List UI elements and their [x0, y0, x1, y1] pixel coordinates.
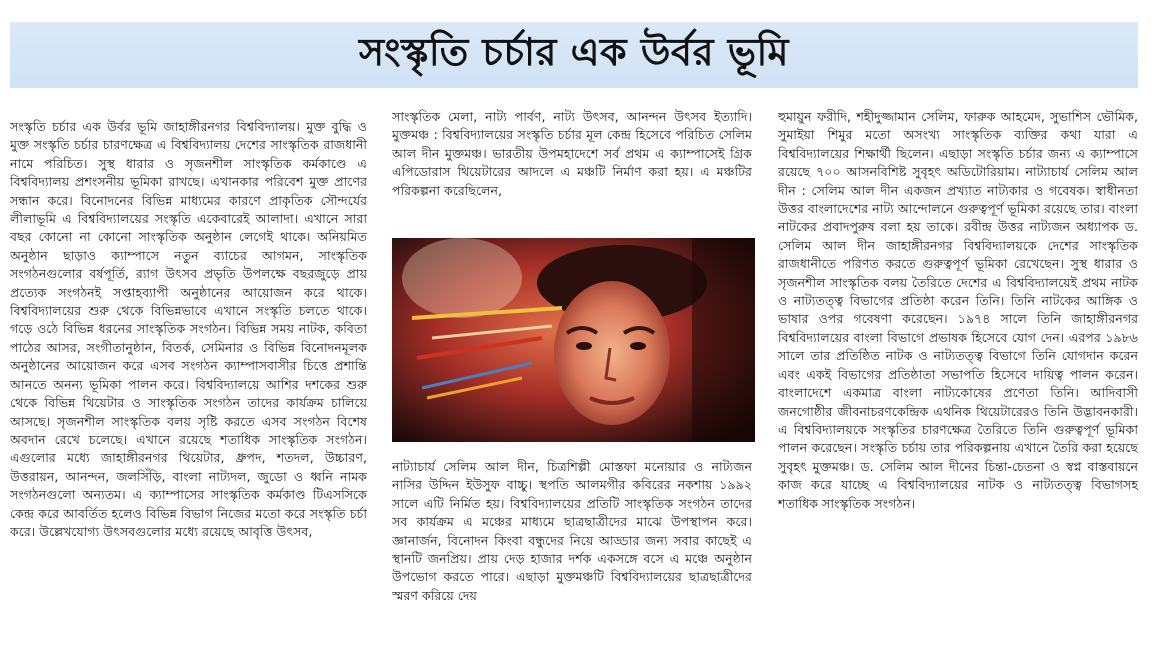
article-column-3 [778, 108, 1138, 638]
article-column-1 [10, 118, 367, 638]
column-1-text: সংস্কৃতি চর্চার এক উর্বর ভূমি জাহাঙ্গীরনগর বিশ্ববিদ্যালয়। মুক্ত বুদ্ধি ও মুক্ত সংস্কৃতি চর্চার চারণক্ষেত্র এ বিশ্ববিদ্যালয় দেশের সাংস্কৃতিক রাজধানী নামে পরিচিত। সুস্থ ধারার ও সৃজনশীল সাংস্কৃতিক কর্মকাণ্ডে এ বিশ্ববিদ্যালয় প্রশংসনীয় ভূমিকা রাখছে। এখানকার পরিবেশ মুক্ত প্রাণের সন্ধান করে। বিনোদনের বিভিন্ন মাধ্যমের কারণে প্রাকৃতিক সৌন্দর্যের লীলাভূমি এ বিশ্ববিদ্যালয়ের সংস্কৃতি একেবারেই আলাদা। এখানে সারা বছর কোনো না কোনো সাংস্কৃতিক অনুষ্ঠান লেগেই থাকে। অনিয়মিত অনুষ্ঠান ছাড়াও ক্যাম্পাসে নতুন ব্যাচের আগমন, সাংস্কৃতিক সংগঠনগুলোর বর্ষপূর্তি, র‌্যাগ উৎসব প্রভৃতি উপলক্ষে বছরজুড়ে প্রায় প্রত্যেক সংগঠনই সপ্তাহব্যাপী অনুষ্ঠানের আয়োজন করে থাকে। বিশ্ববিদ্যালয়ের শুরু থেকে বিভিন্নভাবে এখানে সংস্কৃতি চলতে থাকে। গড়ে ওঠে বিভিন্ন ধরনের সাংস্কৃতিক সংগঠন। বিভিন্ন সময় নাটক, কবিতা পাঠের আসর, সংগীতানুষ্ঠান, বিতর্ক, সেমিনার ও বিভিন্ন বিনোদনমূলক অনুষ্ঠানের আয়োজন করে এসব সংগঠন ক্যাম্পাসবাসীর চিত্তে প্রশান্তি আনতে অনন্য ভূমিকা পালন করে। বিশ্ববিদ্যালয়ে আশির দশকের শুরু থেকে বিভিন্ন থিয়েটার ও সাংস্কৃতিক সংগঠন তাদের কার্যক্রম চালিয়ে আসছে। সৃজনশীল সাংস্কৃতিক বলয় সৃষ্টি করতে এসব সংগঠন বিশেষ অবদান রেখে চলেছে। এখানে রয়েছে শতাধিক সাংস্কৃতিক সংগঠন। এগুলোর মধ্যে জাহাঙ্গীরনগর থিয়েটার, ধ্রুপদ, শতদল, উচ্চারণ, উত্তরায়ন, আনন্দন, জলসিঁড়ি, বাংলা নাট্যদল, জুডো ও ধ্বনি নামক সংগঠনগুলো অন্যতম। এ ক্যাম্পাসের সাংস্কৃতিক কর্মকাণ্ড টিএসসিকে কেন্দ্র করে আবর্তিত হলেও বিভিন্ন বিভাগ নিজের মতো করে সংস্কৃতি চর্চা করে। উল্লেখযোগ্য উৎসবগুলোর মধ্যে রয়েছে আবৃত্তি উৎসব, [10, 119, 367, 539]
column-2-top-text: সাংস্কৃতিক মেলা, নাট্য পার্বণ, নাট্য উৎসব, আনন্দন উৎসব ইত্যাদি। মুক্তমঞ্চ : বিশ্ববিদ্যালয়ের সংস্কৃতি চর্চার মূল কেন্দ্র হিসেবে পরিচিত সেলিম আল দীন মুক্তমঞ্চ। ভারতীয় উপমহাদেশে সর্ব প্রথম এ ক্যাম্পাসেই গ্রিক এপিডোরাস থিয়েটারের আদলে এ মঞ্চটি নির্মাণ করা হয়। এ মঞ্চটির পরিকল্পনা করেছিলেন, [392, 109, 752, 198]
headline-band [10, 22, 1138, 88]
article-column-2-bottom [392, 458, 752, 638]
column-3-text: হুমায়ুন ফরীদি, শহীদুজ্জামান সেলিম, ফারুক আহমেদ, সুভাশিস ভৌমিক, সুমাইয়া শিমুর মতো অসংখ্য সাংস্কৃতিক ব্যক্তির কথা যারা এ বিশ্ববিদ্যালয়ের শিক্ষার্থী ছিলেন। এছাড়া সংস্কৃতি চর্চার জন্য এ ক্যাম্পাসে রয়েছে ৭০০ আসনবিশিষ্ট সুবৃহৎ অডিটোরিয়াম। নাট্যাচার্য সেলিম আল দীন : সেলিম আল দীন একজন প্রখ্যাত নাট্যকার ও গবেষক। স্বাধীনতা উত্তর বাংলাদেশের নাট্য আন্দোলনে গুরুত্বপূর্ণ ভূমিকা রয়েছে তার। বাংলা নাটকের প্রবাদপুরুষ বলা হয় তাকে। রবীন্দ্র উত্তর নাট্যজন অধ্যাপক ড. সেলিম আল দীন জাহাঙ্গীরনগর বিশ্ববিদ্যালয়কে দেশের সাংস্কৃতিক রাজধানীতে পরিণত করতে গুরুত্বপূর্ণ ভূমিকা রেখেছেন। সুস্থ ধারার ও সৃজনশীল সাংস্কৃতিক বলয় তৈরিতে দেশের এ বিশ্ববিদ্যালয়েই প্রথম নাটক ও নাট্যতত্ত্ব বিভাগের প্রতিষ্ঠা করেন তিনি। তিনি নাটকের আঙ্গিক ও ভাষার ওপর গবেষণা করেছেন। ১৯৭৪ সালে তিনি জাহাঙ্গীরনগর বিশ্ববিদ্যালয়ের বাংলা বিভাগে প্রভাষক হিসেবে যোগ দেন। এরপর ১৯৮৬ সালে তার প্রতিষ্ঠিত নাটক ও নাট্যতত্ত্ব বিভাগে তিনি যোগদান করেন এবং একই বিভাগের প্রতিষ্ঠাতা সভাপতি হিসেবে দায়িত্ব পালন করেন। বাংলাদেশে একমাত্র বাংলা নাট্যকোষের প্রণেতা তিনি। আদিবাসী জনগোষ্ঠীর জীবনাচরণকেন্দ্রিক এথনিক থিয়েটারেরও তিনি উদ্ভাবনকারী। এ বিশ্ববিদ্যালয়কে সংস্কৃতির চারণক্ষেত্র তৈরিতে তিনি গুরুত্বপূর্ণ ভূমিকা পালন করেছেন। সংস্কৃতি চর্চায় তার পরিকল্পনায় এখানে তৈরি করা হয়েছে সুবৃহৎ মুক্তমঞ্চ। ড. সেলিম আল দীনের চিন্তা-চেতনা ও স্বপ্ন বাস্তবায়নে কাজ করে যাচ্ছে এ বিশ্ববিদ্যালয়ের নাটক ও নাট্যতত্ত্ব বিভাগসহ শতাধিক সাংস্কৃতিক সংগঠন। [778, 109, 1138, 511]
portrait-painting [392, 238, 755, 442]
portrait-illustration [392, 238, 755, 442]
article-column-2-top [392, 108, 752, 228]
headline: সংস্কৃতি চর্চার এক উর্বর ভূমি [358, 29, 789, 74]
column-2-bottom-text: নাট্যাচার্য সেলিম আল দীন, চিত্রশিল্পী মোস্তফা মনোয়ার ও নাট্যজন নাসির উদ্দিন ইউসুফ বাচ্চু। স্থপতি আলমগীর কবিরের নকশায় ১৯৯২ সালে এটি নির্মিত হয়। বিশ্ববিদ্যালয়ের প্রতিটি সাংস্কৃতিক সংগঠন তাদের সব কার্যক্রম এ মঞ্চের মাধ্যমে ছাত্রছাত্রীদের মাঝে উপস্থাপন করে। জ্ঞানার্জন, বিনোদন কিংবা বন্ধুদের নিয়ে আড্ডার জন্য সবার কাছেই এ স্থানটি জনপ্রিয়। প্রায় দেড় হাজার দর্শক একসঙ্গে বসে এ মঞ্চে অনুষ্ঠান উপভোগ করতে পারে। এছাড়া মুক্তমঞ্চটি বিশ্ববিদ্যালয়ের ছাত্রছাত্রীদের স্মরণ করিয়ে দেয় [392, 459, 752, 603]
